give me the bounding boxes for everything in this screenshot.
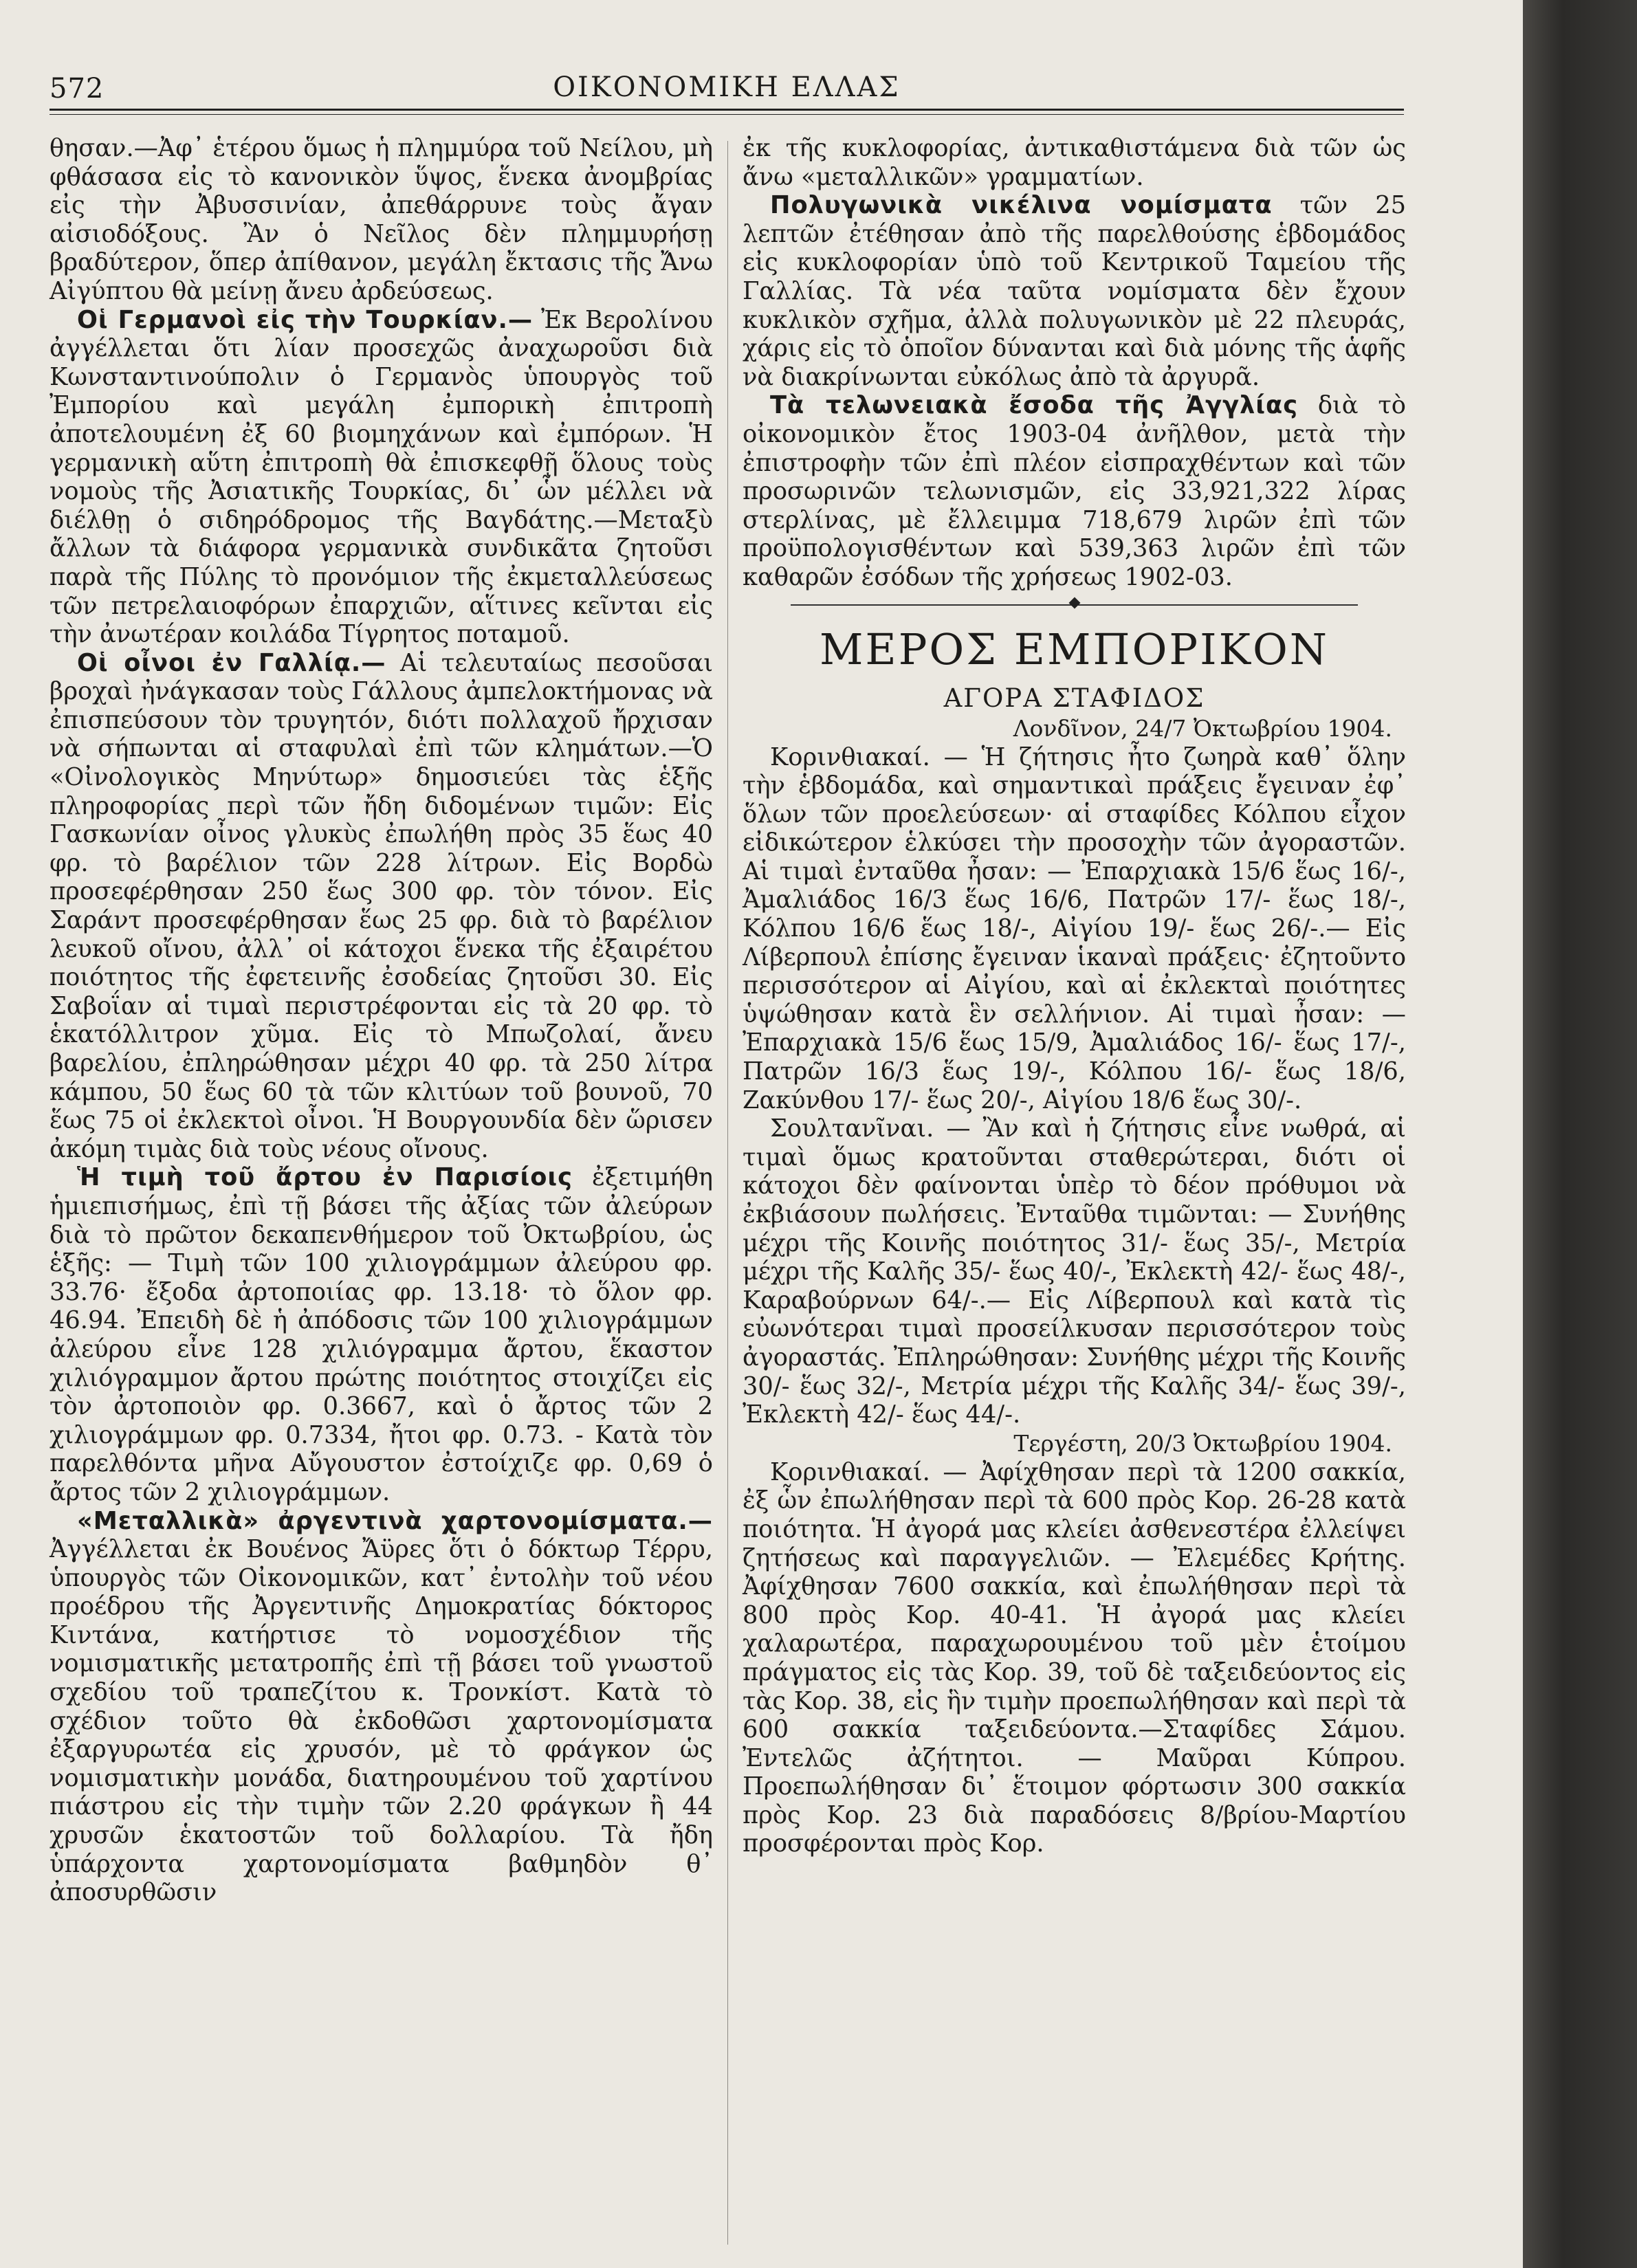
subsection-title: ΑΓΟΡΑ ΣΤΑΦΙΔΟΣ <box>943 683 1205 713</box>
article-heading: Οἱ Γερμανοὶ εἰς τὴν Τουρκίαν.— <box>77 305 534 334</box>
market-report-trieste: Κορινθιακαί. — Ἀφίχθησαν περὶ τὰ 1200 σακκία, ἐξ ὧν ἐπωλήθησαν περὶ τὰ 600 πρὸς Κορ. 26-28 κατὰ ποιότητα. Ἡ ἀγορά μας κλείει ἀσθενεστέρα ἐλλείψει ζητήσεως καὶ παραγγελιῶν. — Ἐλεμέδες Κρήτης. Ἀφίχθησαν 7600 σακκία, καὶ ἐπωλήθησαν περὶ τὰ 800 πρὸς Κορ. 40-41. Ἡ ἀγορά μας κλείει χαλαρωτέρα, παραχωρουμένου τοῦ μὲν ἑτοίμου πράγματος εἰς τὰς Κορ. 39, τοῦ δὲ ταξειδεύοντος εἰς τὰς Κορ. 38, εἰς ἣν τιμὴν προεπωλήθησαν καὶ περὶ τὰ 600 σακκία ταξειδεύοντα.—Σταφίδες Σάμου. Ἐντελῶς ἀζήτητοι. — Μαῦραι Κύπρου. Προεπωλήθησαν δι᾽ ἕτοιμον φόρτωσιν 300 σακκία πρὸς Κορ. 23 διὰ παραδόσεις 8/βρίου-Μαρτίου προσφέρονται πρὸς Κορ. <box>743 1457 1406 1858</box>
article-nile-continued: θησαν.—Ἀφ᾽ ἑτέρου ὅμως ἡ πλημμύρα τοῦ Νείλου, μὴ φθάσασα εἰς τὸ κανονικὸν ὕψος, ἕνεκα ἀνομβρίας εἰς τὴν Ἀβυσσινίαν, ἀπεθάρρυνε τοὺς ἄγαν αἰσιοδόξους. Ἂν ὁ Νεῖλος δὲν πλημμυρήσῃ βραδύτερον, ὅπερ ἀπίθανον, μεγάλη ἔκτασις τῆς Ἄνω Αἰγύπτου θὰ μείνῃ ἄνευ ἀρδεύσεως. <box>50 134 713 305</box>
article-argentine-notes <box>50 1507 713 1907</box>
market-report-currants-london: Κορινθιακαί. — Ἡ ζήτησις ἦτο ζωηρὰ καθ᾽ ὅλην τὴν ἑβδομάδα, καὶ σημαντικαὶ πράξεις ἔγειναν ἐφ᾽ ὅλων τῶν προελεύσεων· αἱ σταφίδες Κόλπου εἶχον εἰδικώτερον ἑλκύσει τὴν προσοχὴν τῶν ἀγοραστῶν. Αἱ τιμαὶ ἐνταῦθα ἦσαν: — Ἐπαρχιακὰ 15/6 ἕως 16/-, Ἀμαλιάδος 16/3 ἕως 16/6, Πατρῶν 17/- ἕως 18/-, Κόλπου 16/6 ἕως 18/-, Αἰγίου 19/- ἕως 26/-.— Εἰς Λίβερπουλ ἐπίσης ἔγειναν ἱκαναὶ πράξεις· ἐζητοῦντο περισσότερον αἱ Αἰγίου, καὶ αἱ ἐκλεκταὶ ποιότητες ὑψώθησαν κατὰ ἓν σελλήνιον. Αἱ τιμαὶ ἦσαν: — Ἐπαρχιακὰ 15/6 ἕως 15/9, Ἀμαλιάδος 16/- ἕως 17/-, Πατρῶν 16/3 ἕως 19/-, Κόλπου 16/- ἕως 18/6, Ζακύνθου 17/- ἕως 20/-, Αἰγίου 18/6 ἕως 30/-. <box>743 742 1406 1114</box>
article-wines-france <box>50 649 713 1164</box>
article-heading: Πολυγωνικὰ νικέλινα νομίσματα <box>770 191 1273 220</box>
article-body: Ἀγγέλλεται ἐκ Βουένος Ἄϋρες ὅτι ὁ δόκτωρ Τέρρυ, ὑπουργὸς τῶν Οἰκονομικῶν, κατ᾽ ἐντολὴν τοῦ νέου προέδρου τῆς Ἀργεντινῆς Δημοκρατίας δόκτορος Κιντάνα, κατήρτισε τὸ νομοσχέδιον τῆς νομισματικῆς μετατροπῆς ἐπὶ τῇ βάσει τοῦ γνωστοῦ σχεδίου τοῦ τραπεζίτου κ. Τρονκίστ. Κατὰ τὸ σχέδιον τοῦτο θὰ ἐκδοθῶσι χαρτονομίσματα ἐξαργυρωτέα εἰς χρυσόν, μὲ τὸ φράγκον ὡς νομισματικὴν μονάδα, διατηρουμένου τοῦ χαρτίνου πιάστρου εἰς τὴν τιμὴν τῶν 2.20 φράγκων ἢ 44 χρυσῶν ἑκατοστῶν τοῦ δολλαρίου. Τὰ ἤδη ὑπάρχοντα χαρτονομίσματα βαθμηδὸν θ᾽ ἀποσυρθῶσιν <box>50 1535 713 1907</box>
article-body: διὰ τὸ οἰκονομικὸν ἔτος 1903-04 ἀνῆλθον, μετὰ τὴν ἐπιστροφὴν τῶν ἐπὶ πλέον εἰσπραχθέντων καὶ τῶν προσωρινῶν τελωνισμῶν, εἰς 33,921,322 λίρας στερλίνας, μὲ ἔλλειμμα 718,679 λιρῶν ἐπὶ τῶν προϋπολογισθέντων καὶ 539,363 λιρῶν ἐπὶ τῶν καθαρῶν ἐσόδων τῆς χρήσεως 1902-03. <box>743 391 1406 591</box>
page-number: 572 <box>50 73 105 104</box>
article-heading: Ἡ τιμὴ τοῦ ἄρτου ἐν Παρισίοις <box>77 1163 573 1192</box>
header-rule <box>50 109 1404 115</box>
dateline-trieste: Τεργέστη, 20/3 Ὀκτωβρίου 1904. <box>1013 1429 1392 1457</box>
article-english-customs <box>743 391 1406 591</box>
market-report-sultanas: Σουλτανῖναι. — Ἂν καὶ ἡ ζήτησις εἶνε νωθρά, αἱ τιμαὶ ὅμως κρατοῦνται σταθερώτεραι, διότι οἱ κάτοχοι δὲν φαίνονται ὑπὲρ τὸ δέον πρόθυμοι νὰ ἐκβιάσουν πωλήσεις. Ἐνταῦθα τιμῶνται: — Συνήθης μέχρι τῆς Κοινῆς ποιότητος 31/- ἕως 35/-, Μετρία μέχρι τῆς Καλῆς 35/- ἕως 40/-, Ἐκλεκτὴ 42/- ἕως 48/-, Καραβούρνων 64/-.— Εἰς Λίβερπουλ καὶ κατὰ τὶς εὐωνότεραι τιμαὶ προσείλκυσαν περισσότερον τοὺς ἀγοραστάς. Ἐπληρώθησαν: Συνήθης μέχρι τῆς Κοινῆς 30/- ἕως 32/-, Μετρία μέχρι τῆς Καλῆς 34/- ἕως 39/-, Ἐκλεκτὴ 42/- ἕως 44/-. <box>743 1114 1407 1429</box>
column-divider <box>727 141 728 2245</box>
right-column <box>743 134 1406 1858</box>
diamond-ornament-icon <box>1068 597 1080 608</box>
article-body: τῶν 25 λεπτῶν ἐτέθησαν ἀπὸ τῆς παρελθούσης ἑβδομάδος εἰς κυκλοφορίαν ὑπὸ τοῦ Κεντρικοῦ Ταμείου τῆς Γαλλίας. Τὰ νέα ταῦτα νομίσματα δὲν ἔχουν κυκλικὸν σχῆμα, ἀλλὰ πολυγωνικὸν μὲ 22 πλευράς, χάρις εἰς τὸ ὁποῖον δύνανται καὶ διὰ μόνης τῆς ἁφῆς νὰ διακρίνωνται εὐκόλως ἀπὸ τὰ ἀργυρᾶ. <box>743 191 1406 391</box>
running-title: ΟΙΚΟΝΟΜΙΚΗ ΕΛΛΑΣ <box>553 71 901 103</box>
article-body: Ἐκ Βερολίνου ἀγγέλλεται ὅτι λίαν προσεχῶς ἀναχωροῦσι διὰ Κωνσταντινούπολιν ὁ Γερμανὸς ὑπουργὸς τοῦ Ἐμπορίου καὶ μεγάλη ἐμπορικὴ ἐπιτροπὴ ἀποτελουμένη ἐξ 60 βιομηχάνων καὶ ἐμπόρων. Ἡ γερμανικὴ αὕτη ἐπιτροπὴ θὰ ἐπισκεφθῇ ὅλους τοὺς νομοὺς τῆς Ἀσιατικῆς Τουρκίας, δι᾽ ὧν μέλλει νὰ διέλθῃ ὁ σιδηρόδρομος τῆς Βαγδάτης.—Μεταξὺ ἄλλων τὰ διάφορα γερμανικὰ συνδικᾶτα ζητοῦσι παρὰ τῆς Πύλης τὸ προνόμιον τῆς ἐκμεταλλεύσεως τῶν πετρελαιοφόρων ἐπαρχιῶν, αἵτινες κεῖνται εἰς τὴν ἀνωτέραν κοιλάδα Τίγρητος ποταμοῦ. <box>50 305 713 649</box>
article-body: Αἱ τελευταίως πεσοῦσαι βροχαὶ ἠνάγκασαν τοὺς Γάλλους ἀμπελοκτήμονας νὰ ἐπισπεύσουν τὸν τρυγητόν, διότι πολλαχοῦ ἤρχισαν νὰ σήπωνται αἱ σταφυλαὶ ἐπὶ τῶν κλημάτων.—Ὁ «Οἰνολογικὸς Μηνύτωρ» δημοσιεύει τὰς ἑξῆς πληροφορίας περὶ τῶν ἤδη διδομένων τιμῶν: Εἰς Γασκωνίαν οἶνος γλυκὺς ἐπωλήθη πρὸς 35 ἕως 40 φρ. τὸ βαρέλιον τῶν 228 λίτρων. Εἰς Βορδὼ προσεφέρθησαν 250 ἕως 300 φρ. τὸν τόνον. Εἰς Σαράντ προσεφέρθησαν ἕως 25 φρ. διὰ τὸ βαρέλιον λευκοῦ οἴνου, ἀλλ᾽ οἱ κάτοχοι ἕνεκα τῆς ἐξαιρέτου ποιότητος τῆς ἐφετεινῆς ἐσοδείας ζητοῦσι 30. Εἰς Σαβοΐαν αἱ τιμαὶ περιστρέφονται εἰς τὰ 20 φρ. τὸ ἑκατόλλιτρον χῦμα. Εἰς τὸ Μπωζολαί, ἄνευ βαρελίου, ἐπληρώθησαν μέχρι 40 φρ. τὰ 250 λίτρα κάμπου, 50 ἕως 60 τὰ τῶν κλιτύων τοῦ βουνοῦ, 70 ἕως 75 οἱ ἐκλεκτοὶ οἶνοι. Ἡ Βουργουνδία δὲν ὥρισεν ἀκόμη τιμὰς διὰ τοὺς νέους οἴνους. <box>50 648 713 1163</box>
page-header <box>50 66 1404 114</box>
section-title: ΜΕΡΟΣ ΕΜΠΟΡΙΚΟΝ <box>819 624 1330 674</box>
article-body: ἐξετιμήθη ἡμιεπισήμως, ἐπὶ τῇ βάσει τῆς ἀξίας τῶν ἀλεύρων διὰ τὸ πρῶτον δεκαπενθήμερον τοῦ Ὀκτωβρίου, ὡς ἑξῆς: — Τιμὴ τῶν 100 χιλιογράμμων ἀλεύρου φρ. 33.76· ἔξοδα ἀρτοποιίας φρ. 13.18· τὸ ὅλον φρ. 46.94. Ἐπειδὴ δὲ ἡ ἀπόδοσις τῶν 100 χιλιογράμμων ἀλεύρου εἶνε 128 χιλιόγραμμα ἄρτου, ἕκαστον χιλιόγραμμον ἄρτου πρώτης ποιότητος στοιχίζει εἰς τὸν ἀρτοποιὸν φρ. 0.3667, καὶ ὁ ἄρτος τῶν 2 χιλιογράμμων φρ. 0.7334, ἤτοι φρ. 0.73. - Κατὰ τὸν παρελθόντα μῆνα Αὔγουστον ἐστοίχιζε φρ. 0,69 ὁ ἄρτος τῶν 2 χιλιογράμμων. <box>50 1163 714 1506</box>
article-heading: Τὰ τελωνειακὰ ἔσοδα τῆς Ἀγγλίας <box>770 391 1299 420</box>
article-heading: Οἱ οἶνοι ἐν Γαλλίᾳ.— <box>77 648 386 677</box>
article-nickel-coins <box>743 191 1406 391</box>
article-argentine-continued: ἐκ τῆς κυκλοφορίας, ἀντικαθιστάμενα διὰ τῶν ὡς ἄνω «μεταλλικῶν» γραμματίων. <box>743 134 1406 191</box>
article-germans-turkey <box>50 306 713 649</box>
dateline-london: Λονδῖνον, 24/7 Ὀκτωβρίου 1904. <box>1013 714 1392 742</box>
article-bread-paris <box>50 1163 713 1506</box>
left-column <box>50 134 713 1907</box>
section-divider <box>743 593 1406 617</box>
book-spine-shadow <box>1523 0 1637 2268</box>
article-heading: «Μεταλλικὰ» ἀργεντινὰ χαρτονομίσματα.— <box>77 1506 713 1535</box>
